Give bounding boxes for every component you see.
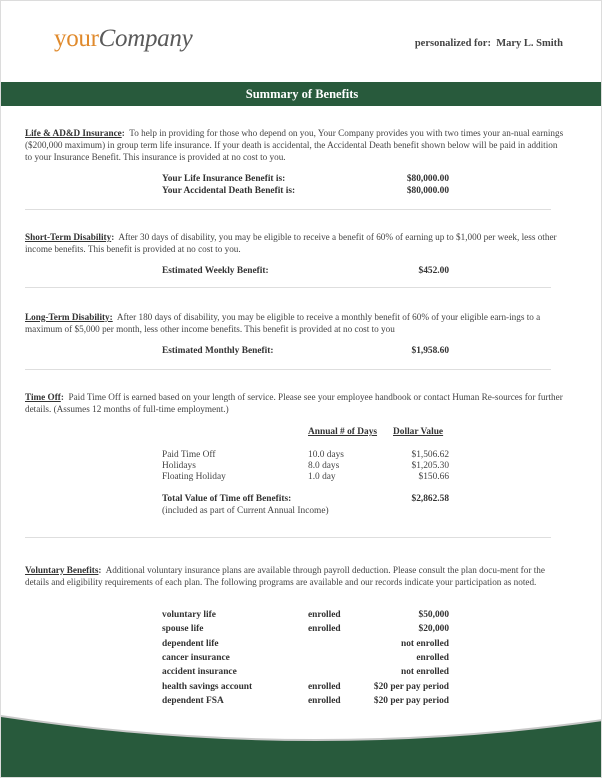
timeoff-row-value: $150.66 — [418, 472, 449, 482]
divider — [25, 369, 551, 370]
voluntary-title: Voluntary Benefits — [25, 565, 99, 575]
col-header-value: Dollar Value — [393, 427, 444, 437]
timeoff-title: Time Off — [25, 392, 61, 402]
personalized-label: personalized for: — [414, 38, 491, 49]
monthly-benefit-value: $1,958.60 — [411, 346, 449, 356]
timeoff-total-value: $2,862.58 — [411, 494, 449, 504]
col-header-days: Annual # of Days — [308, 427, 378, 437]
person-name: Mary L. Smith — [496, 38, 563, 49]
timeoff-section: Time Off: Paid Time Off is earned based on your length of service. Please see your employee handbook or contact Human Re-sources for further details. (Assumes 12 months of full-time employment.) — [25, 392, 563, 414]
voluntary-row-label: voluntary life — [162, 610, 216, 620]
logo-company: Company — [98, 25, 193, 52]
summary-banner — [1, 82, 602, 106]
banner-title: Summary of Benefits — [245, 87, 359, 101]
voluntary-section: Voluntary Benefits: Additional voluntary insurance plans are available through payroll deduction. Please consult the plan docu-ment for the details and eligibility requirements of each plan. The following programs are available and our records indicate your participation as noted. — [25, 565, 545, 587]
voluntary-row-value: not enrolled — [400, 667, 449, 677]
life-section: Life & AD&D Insurance: To help in providing for those who depend on you, Your Company provides you with two times your an-nual earnings ($200,000 maximum) in group term life insurance. If your death is accidental, the Accidental Death benefit shown below will be paid in addition to your Insurance Benefit. This insurance is provided at no cost to you. — [25, 128, 564, 162]
timeoff-row-label: Holidays — [162, 461, 196, 471]
voluntary-row-label: dependent life — [162, 639, 219, 649]
footer-wave-band — [1, 717, 602, 778]
voluntary-row-status: enrolled — [308, 696, 341, 706]
voluntary-row-value: not enrolled — [400, 639, 449, 649]
ltd-title: Long-Term Disability: — [25, 312, 113, 322]
timeoff-row-value: $1,506.62 — [411, 450, 449, 460]
company-logo — [54, 23, 192, 53]
voluntary-row-value: $20,000 — [418, 624, 449, 634]
voluntary-row-value: enrolled — [416, 653, 449, 663]
voluntary-row-status: enrolled — [308, 682, 341, 692]
timeoff-row-label: Floating Holiday — [162, 472, 226, 482]
monthly-benefit-label: Estimated Monthly Benefit: — [162, 346, 274, 356]
timeoff-row-days: 1.0 day — [308, 472, 336, 482]
life-benefit-value: $80,000.00 — [406, 174, 449, 184]
accidental-benefit-label: Your Accidental Death Benefit is: — [162, 186, 296, 196]
weekly-benefit-value: $452.00 — [418, 266, 449, 276]
std-section: Short-Term Disability: After 30 days of disability, you may be eligible to receive a benefit of 60% of earning up to $1,000 per week, less other income benefits. This benefit is provided at no cost to you. — [25, 232, 557, 254]
voluntary-row-status: enrolled — [308, 610, 341, 620]
timeoff-total-note: (included as part of Current Annual Income) — [162, 506, 329, 516]
voluntary-row-label: accident insurance — [162, 667, 237, 677]
std-text: After 30 days of disability, you may be eligible to receive a benefit of 60% of earning up to $1,000 per week, less other income benefits. This benefit is provided at no cost to you. — [25, 232, 557, 254]
voluntary-row-status: enrolled — [308, 624, 341, 634]
voluntary-row-label: dependent FSA — [162, 696, 224, 706]
ltd-section — [25, 311, 565, 335]
timeoff-total-label: Total Value of Time off Benefits: — [162, 494, 292, 504]
voluntary-row-value: $50,000 — [418, 610, 449, 620]
weekly-benefit-label: Estimated Weekly Benefit: — [162, 266, 269, 276]
divider — [25, 287, 551, 288]
divider — [25, 537, 551, 538]
divider — [25, 209, 551, 210]
timeoff-row-days: 10.0 days — [308, 450, 344, 460]
footer-wave-decoration — [1, 701, 602, 778]
logo-your: your — [54, 25, 99, 52]
life-text: To help in providing for those who depend on you, Your Company provides you with two times your an-nual earnings ($200,000 maximum) in group term life insurance. If your death is accidental, the Accidental Death benefit shown below will be paid in addition to your Insurance Benefit. This insurance is provided at no cost to you. — [25, 128, 564, 162]
life-benefit-label: Your Life Insurance Benefit is: — [162, 174, 286, 184]
voluntary-row-label: spouse life — [162, 624, 204, 634]
ltd-text: After 180 days of disability, you may be eligible to receive a monthly benefit of 60% of your eligible earn-ings to a maximum of $5,000 per month, less other income benefits. This benefit is provided at no cost to you — [25, 312, 541, 334]
life-title: Life & AD&D Insurance — [25, 128, 122, 138]
timeoff-row-label: Paid Time Off — [162, 450, 216, 460]
voluntary-row-label: cancer insurance — [162, 653, 230, 663]
voluntary-row-value: $20 per pay period — [373, 682, 449, 692]
voluntary-text: Additional voluntary insurance plans are available through payroll deduction. Please consult the plan docu-ment for the details and eligibility requirements of each plan. The following programs are available and our records indicate your participation as noted. — [25, 565, 545, 587]
timeoff-text: Paid Time Off is earned based on your length of service. Please see your employee handbook or contact Human Re-sources for further details. (Assumes 12 months of full-time employment.) — [25, 392, 563, 414]
voluntary-row-value: $20 per pay period — [373, 696, 449, 706]
timeoff-row-days: 8.0 days — [308, 461, 340, 471]
accidental-benefit-value: $80,000.00 — [406, 186, 449, 196]
timeoff-row-value: $1,205.30 — [411, 461, 449, 471]
std-title: Short-Term Disability — [25, 232, 112, 242]
voluntary-row-label: health savings account — [162, 682, 253, 692]
personalized-for — [415, 38, 563, 49]
